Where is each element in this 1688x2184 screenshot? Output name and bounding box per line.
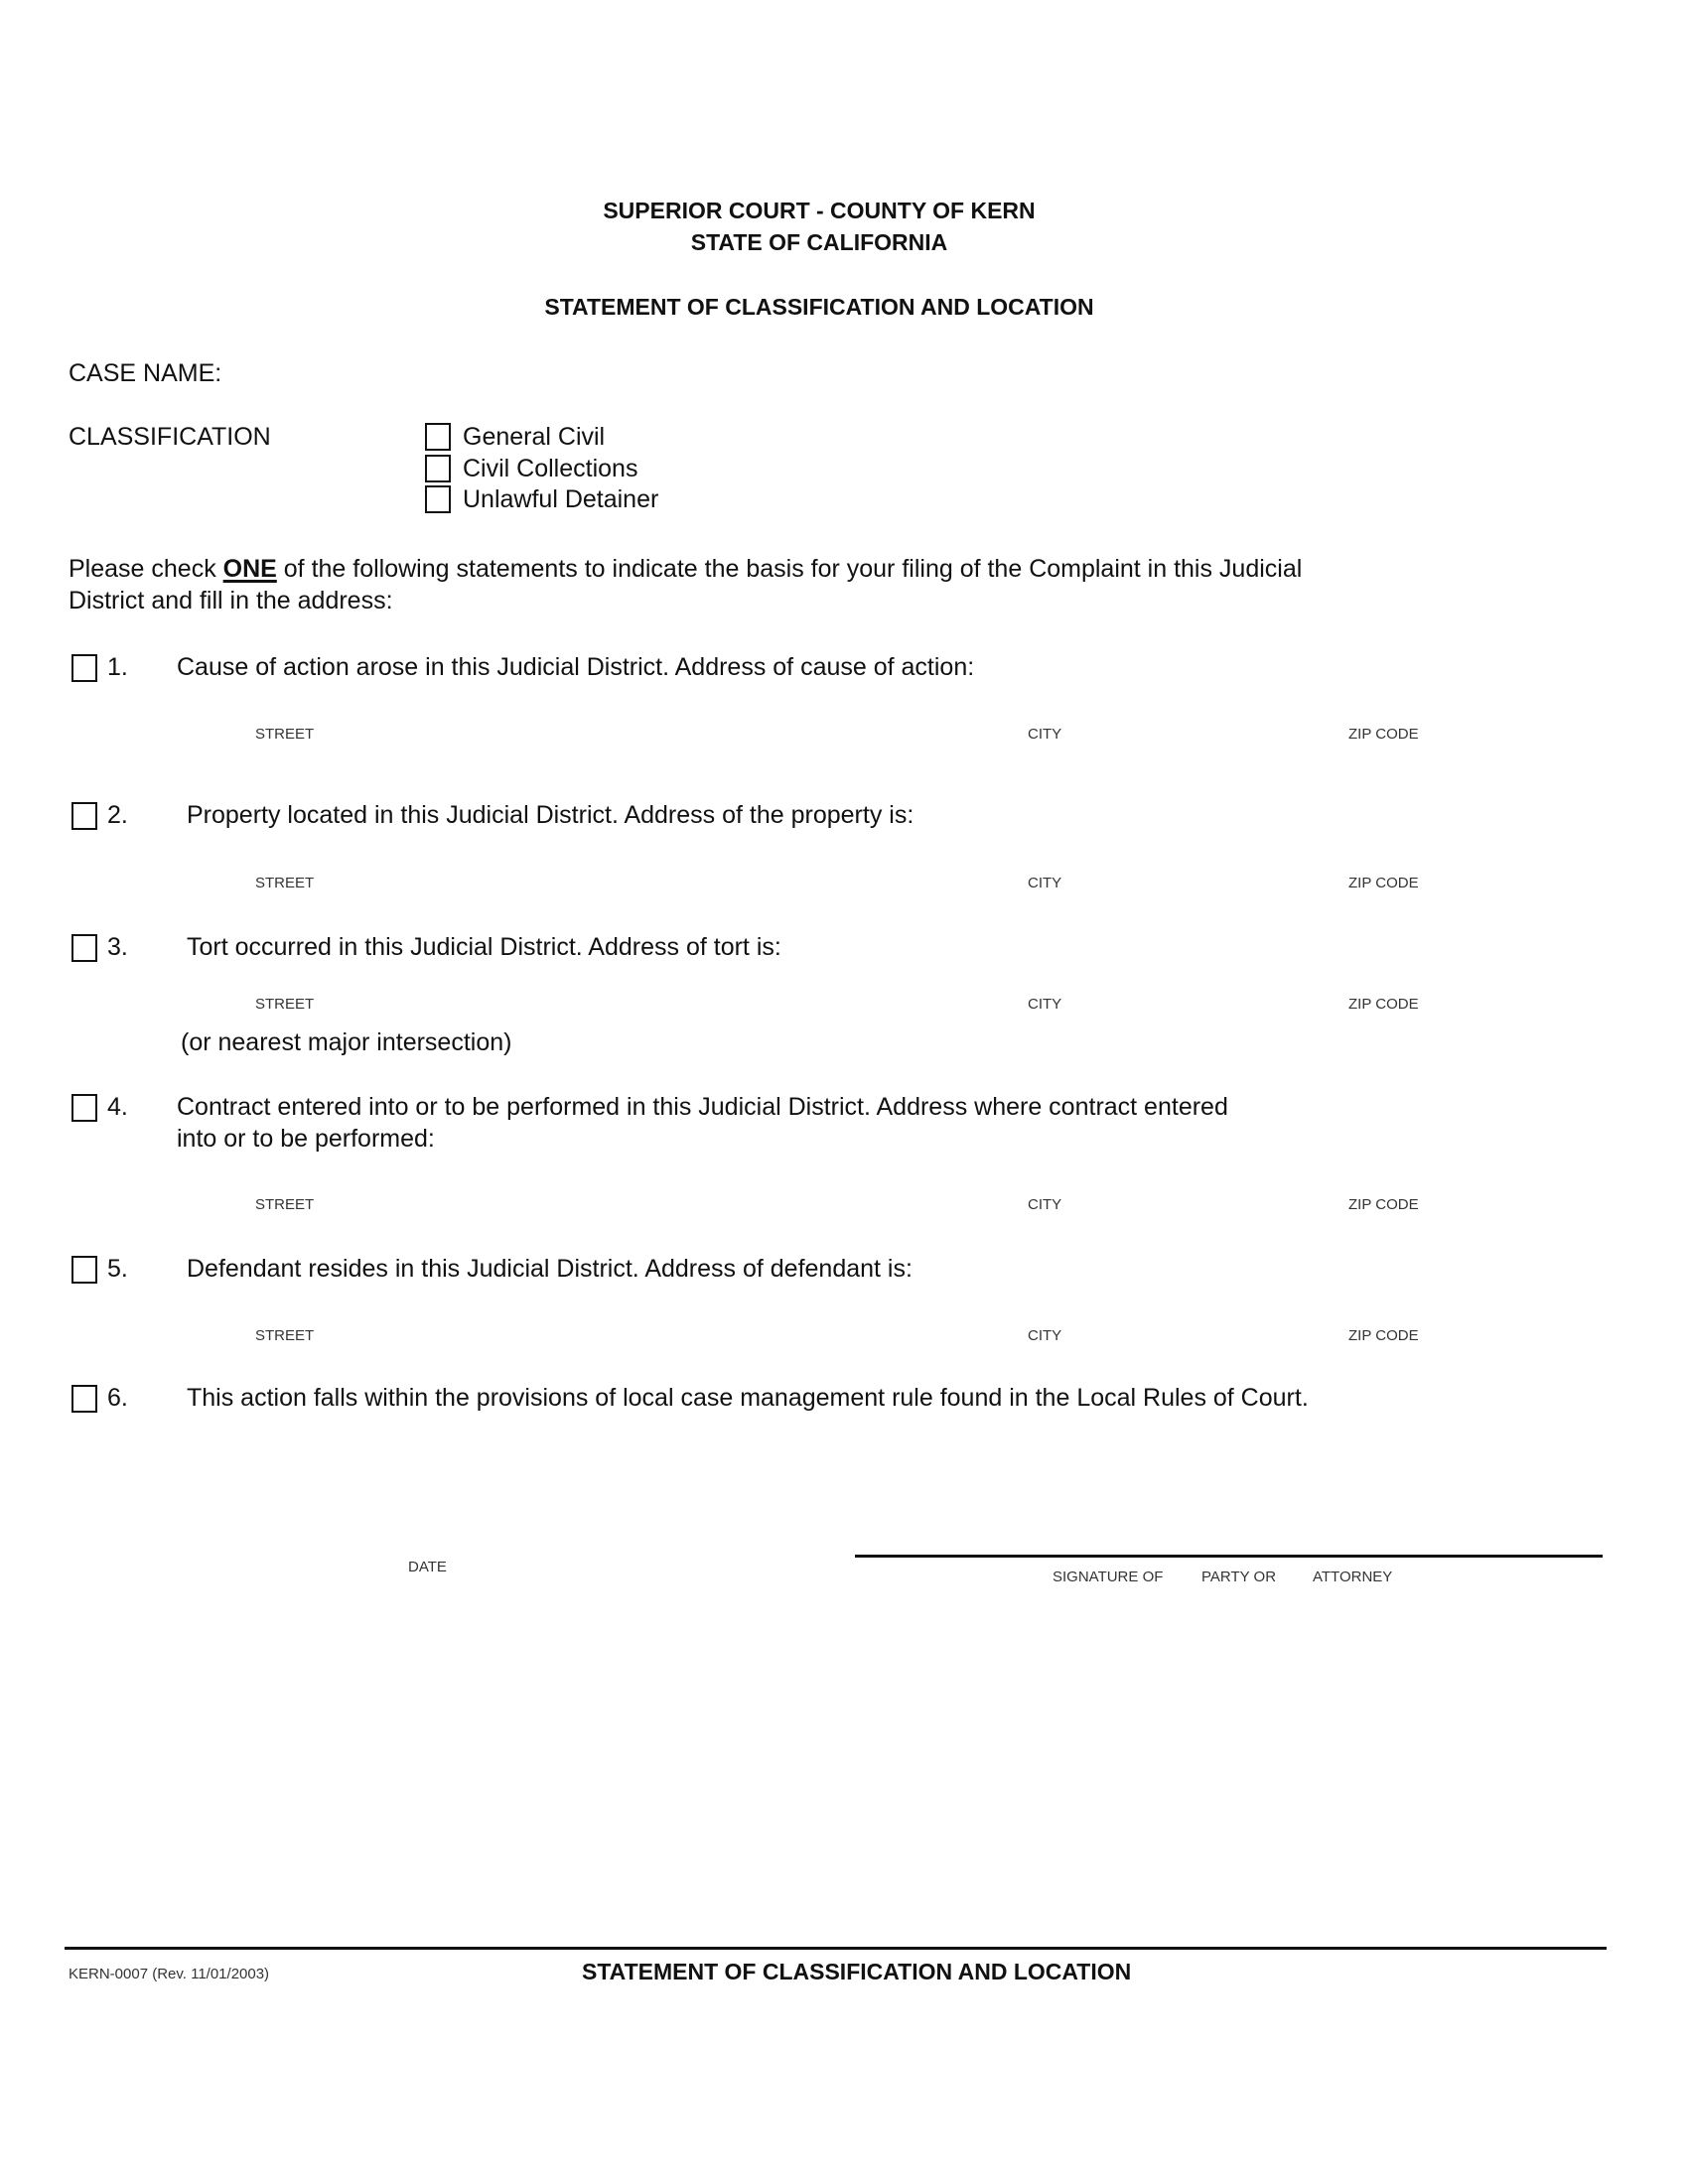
street-label: STREET <box>255 1327 315 1344</box>
case-name-label: CASE NAME: <box>69 359 222 387</box>
classification-label: CLASSIFICATION <box>69 423 271 451</box>
statement-checkbox[interactable] <box>71 1256 97 1284</box>
attorney-label: ATTORNEY <box>1313 1569 1393 1585</box>
street-label: STREET <box>255 996 315 1013</box>
state-name: STATE OF CALIFORNIA <box>690 229 948 255</box>
statement-number: 6. <box>107 1384 128 1412</box>
statement-checkbox[interactable] <box>71 934 97 962</box>
statement-number: 4. <box>107 1093 128 1121</box>
zip-label: ZIP CODE <box>1348 1327 1419 1344</box>
city-label: CITY <box>1028 1327 1062 1344</box>
street-label: STREET <box>255 1196 315 1213</box>
signature-line <box>855 1555 1603 1558</box>
checkbox[interactable] <box>425 423 451 451</box>
statement-checkbox[interactable] <box>71 802 97 830</box>
intersection-note: (or nearest major intersection) <box>181 1028 512 1056</box>
statement-text: Tort occurred in this Judicial District. Address of tort is: <box>187 933 781 961</box>
statement-text: Defendant resides in this Judicial District. Address of defendant is: <box>187 1255 913 1283</box>
statement-number: 1. <box>107 653 128 681</box>
instructions-line-1 <box>69 557 1302 582</box>
party-label: PARTY OR <box>1201 1569 1277 1585</box>
signature-label: SIGNATURE OF <box>1053 1569 1164 1585</box>
city-label: CITY <box>1028 1196 1062 1213</box>
instructions-text: of the following statements to indicate the basis for your filing of the Complaint in this Judicial <box>276 555 1303 583</box>
footer-divider <box>65 1947 1607 1950</box>
instructions-text: Please check <box>69 555 223 583</box>
form-title: STATEMENT OF CLASSIFICATION AND LOCATION <box>544 294 1094 320</box>
checkbox[interactable] <box>425 455 451 482</box>
instructions-emphasis: ONE <box>222 555 277 583</box>
statement-text: This action falls within the provisions of local case management rule found in the Local Rules of Court. <box>187 1384 1309 1412</box>
city-label: CITY <box>1028 726 1062 743</box>
form-id: KERN-0007 (Rev. 11/01/2003) <box>69 1966 270 1982</box>
court-name: SUPERIOR COURT - COUNTY OF KERN <box>603 198 1036 223</box>
statement-text: Cause of action arose in this Judicial District. Address of cause of action: <box>177 653 975 681</box>
zip-label: ZIP CODE <box>1348 726 1419 743</box>
city-label: CITY <box>1028 875 1062 891</box>
instructions-line-2: District and fill in the address: <box>69 587 393 614</box>
statement-text: Contract entered into or to be performed in this Judicial District. Address where contract entered <box>177 1093 1228 1121</box>
statement-number: 3. <box>107 933 128 961</box>
zip-label: ZIP CODE <box>1348 996 1419 1013</box>
statement-checkbox[interactable] <box>71 1094 97 1122</box>
city-label: CITY <box>1028 996 1062 1013</box>
statement-number: 2. <box>107 801 128 829</box>
statement-checkbox[interactable] <box>71 1385 97 1413</box>
statement-number: 5. <box>107 1255 128 1283</box>
date-label: DATE <box>408 1559 447 1575</box>
statement-text-continued: into or to be performed: <box>177 1125 435 1153</box>
zip-label: ZIP CODE <box>1348 875 1419 891</box>
option-label: Unlawful Detainer <box>463 485 659 513</box>
zip-label: ZIP CODE <box>1348 1196 1419 1213</box>
option-label: General Civil <box>463 423 606 451</box>
footer-title: STATEMENT OF CLASSIFICATION AND LOCATION <box>582 1959 1132 1984</box>
option-label: Civil Collections <box>463 455 638 482</box>
street-label: STREET <box>255 726 315 743</box>
statement-checkbox[interactable] <box>71 654 97 682</box>
checkbox[interactable] <box>425 485 451 513</box>
street-label: STREET <box>255 875 315 891</box>
statement-text: Property located in this Judicial District. Address of the property is: <box>187 801 914 829</box>
